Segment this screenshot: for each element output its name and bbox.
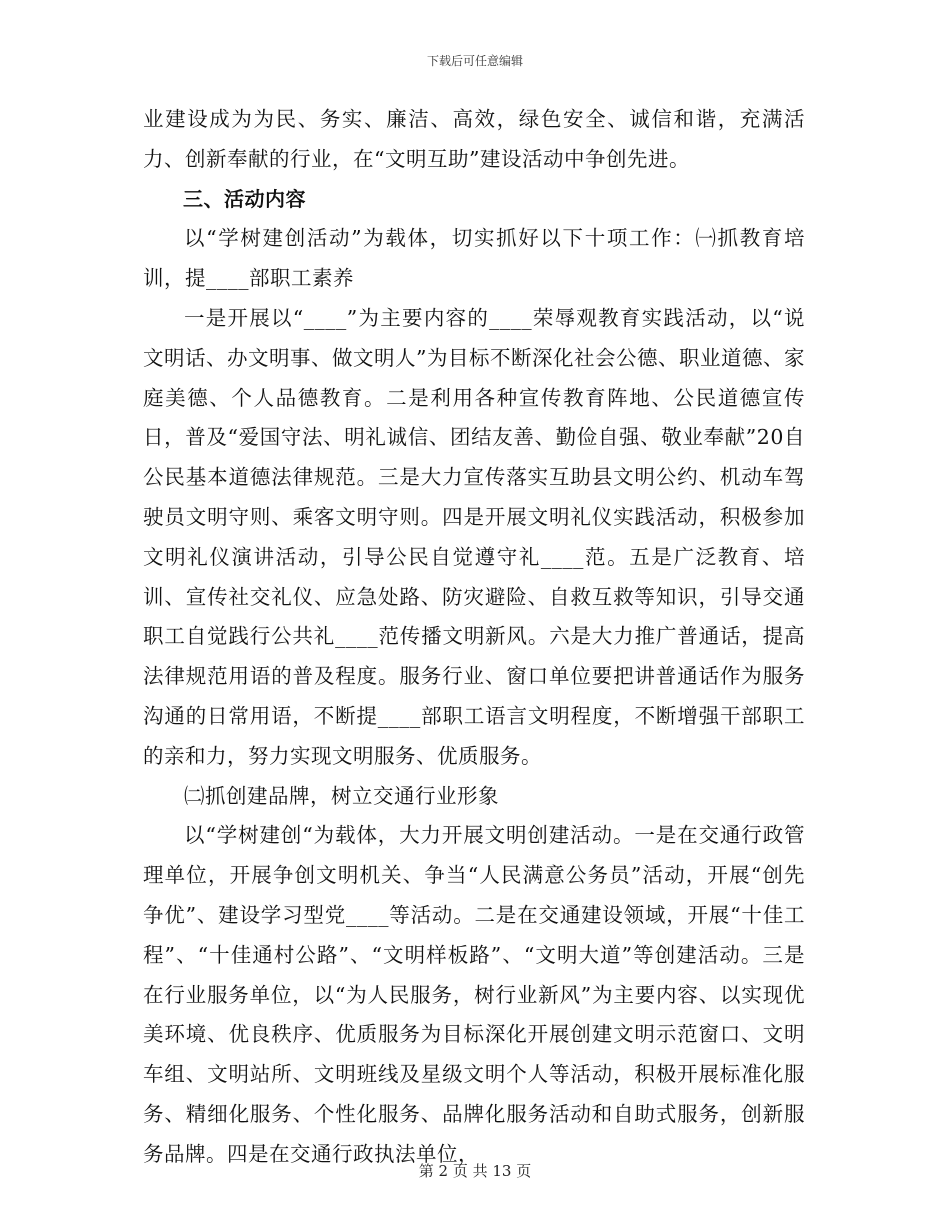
- paragraph-intro: 以“学树建创活动”为载体，切实抓好以下十项工作：㈠抓教育培训，提____部职工素养: [143, 226, 805, 291]
- section-heading-activity-content: 三、活动内容: [183, 186, 306, 211]
- document-body: [143, 100, 805, 1175]
- page-number: 第 2 页 共 13 页: [418, 1162, 532, 1180]
- paragraph-education: 一是开展以“____”为主要内容的____荣辱观教育实践活动，以“说文明话、办文明事、做文明人”为目标不断深化社会公德、职业道德、家庭美德、个人品德教育。二是利用各种宣传教育阵地、公民道德宣传日，普及“爱国守法、明礼诚信、团结友善、勤俭自强、敬业奉献”20自公民基本道德法律规范。三是大力宣传落实互助县文明公约、机动车驾驶员文明守则、乘客文明守则。四是开展文明礼仪实践活动，积极参加文明礼仪演讲活动，引导公民自觉遵守礼____范。五是广泛教育、培训、宣传社交礼仪、应急处路、防灾避险、自救互救等知识，引导交通职工自觉践行公共礼____范传播文明新风。六是大力推广普通话，提高法律规范用语的普及程度。服务行业、窗口单位要把讲普通话作为服务沟通的日常用语，不断提____部职工语言文明程度，不断增强干部职工的亲和力，努力实现文明服务、优质服务。: [143, 305, 805, 768]
- paragraph-continuation: 业建设成为为民、务实、廉洁、高效，绿色安全、诚信和谐，充满活力、创新奉献的行业，在“文明互助”建设活动中争创先进。: [143, 107, 805, 171]
- paragraph-brand: 以“学树建创“为载体，大力开展文明创建活动。一是在交通行政管理单位，开展争创文明机关、争当“人民满意公务员”活动，开展“创先争优”、建设学习型党____等活动。二是在交通建设领域，开展“十佳工程”、“十佳通村公路”、“文明样板路”、“文明大道”等创建活动。三是在行业服务单位，以“为人民服务，树行业新风”为主要内容、以实现优美环境、优良秩序、优质服务为目标深化开展创建文明示范窗口、文明车组、文明站所、文明班线及星级文明个人等活动，积极开展标准化服务、精细化服务、个性化服务、品牌化服务活动和自助式服务，创新服务品牌。四是在交通行政执法单位，: [143, 823, 805, 1166]
- page-header: 下载后可任意编辑: [426, 54, 523, 68]
- subheading-brand: ㈡抓创建品牌，树立交通行业形象: [184, 783, 499, 808]
